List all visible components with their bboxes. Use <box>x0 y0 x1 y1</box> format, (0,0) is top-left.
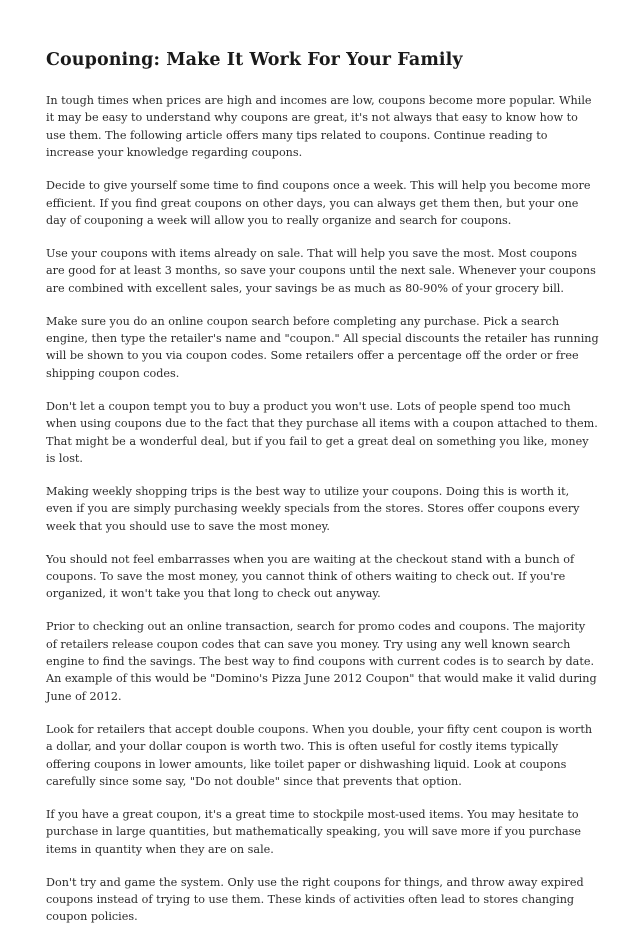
paragraph-temptation: Don't let a coupon tempt you to buy a product you won't use. Lots of people spend too much when using coupons due to the fact that they purchase all items with a coupon attached to them. That might be a wonderful deal, but if you fail to get a great deal on something you like, money is lost. <box>46 399 598 465</box>
paragraph-stockpile: If you have a great coupon, it's a great time to stockpile most-used items. You may hesitate to purchase in large quantities, but mathematically speaking, you will save more if you purchase items in quantity when they are on sale. <box>46 807 582 856</box>
paragraph-weekly-time: Decide to give yourself some time to find coupons once a week. This will help you become more efficient. If you find great coupons on other days, you can always get them then, but your one day of couponing a week will allow you to really organize and search for coupons. <box>46 179 591 227</box>
paragraph-game-system: Don't try and game the system. Only use the right coupons for things, and throw away expired coupons instead of trying to use them. These kinds of activities often lead to stores changing coupon policies. <box>46 875 584 924</box>
paragraph-online-search: Make sure you do an online coupon search before completing any purchase. Pick a search engine, then type the retailer's name and "coupon." All special discounts the retailer has running will be shown to you via coupon codes. Some retailers offer a percentage off the order or free shipping coupon codes. <box>46 314 599 380</box>
page-title: Couponing: Make It Work For Your Family <box>46 50 463 70</box>
paragraph-embarrassment: You should not feel embarrasses when you are waiting at the checkout stand with a bunch of coupons. To save the most money, you cannot think of others waiting to check out. If you're organized, it won't take you that long to check out anyway. <box>46 552 575 601</box>
paragraph-sale-items: Use your coupons with items already on sale. That will help you save the most. Most coupons are good for at least 3 months, so save your coupons until the next sale. Whenever your coupons are combined with excellent sales, your savings be as much as 80-90% of your grocery bill. <box>46 246 596 295</box>
paragraph-weekly-trips: Making weekly shopping trips is the best way to utilize your coupons. Doing this is worth it, even if you are simply purchasing weekly specials from the stores. Stores offer coupons every week that you should use to save the most money. <box>46 484 580 533</box>
paragraph-promo-codes: Prior to checking out an online transaction, search for promo codes and coupons. The majority of retailers release coupon codes that can save you money. Try using any well known search engine to find the savings. The best way to find coupons with current codes is to search by date. An example of this would be "Domino's Pizza June 2012 Coupon" that would make it valid during June of 2012. <box>46 620 597 703</box>
document-page <box>46 48 599 941</box>
paragraph-double-coupons: Look for retailers that accept double coupons. When you double, your fifty cent coupon is worth a dollar, and your dollar coupon is worth two. This is often useful for costly items typically offering coupons in lower amounts, like toilet paper or dishwashing liquid. Look at coupons carefully since some say, "Do not double" since that prevents that option. <box>46 722 593 788</box>
paragraph-intro: In tough times when prices are high and incomes are low, coupons become more popular. While it may be easy to understand why coupons are great, it's not always that easy to know how to use them. The following article offers many tips related to coupons. Continue reading to increase your knowledge regarding coupons. <box>46 94 592 160</box>
